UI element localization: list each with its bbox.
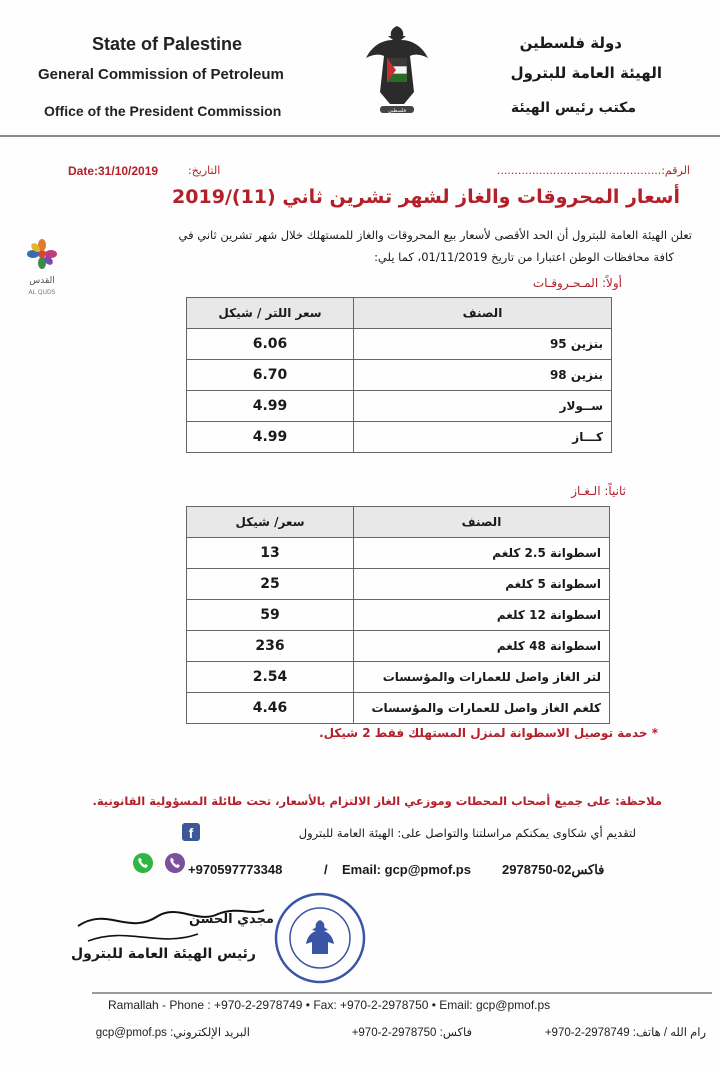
header-divider — [0, 135, 720, 137]
header-ar-office: مكتب رئيس الهيئة — [510, 100, 636, 116]
svg-text:فلسطين: فلسطين — [388, 108, 406, 114]
header-ar-commission: الهيئة العامة للبترول — [510, 64, 662, 82]
gas-price: 236 — [187, 631, 354, 662]
gas-type: اسطوانة 12 كلغم — [354, 600, 610, 631]
fuel-col-type: الصنف — [354, 298, 612, 329]
intro-line-1: تعلن الهيئة العامة للبترول أن الحد الأقصى لأسعار بيع المحروقات والغاز للمستهلك خلال شهر تشرين ثاني في — [178, 228, 692, 242]
contact-fax: فاكس02-2978750 — [502, 862, 605, 877]
intro-line-2: كافة محافظات الوطن اعتبارا من تاريخ 01/11/2019، كما يلي: — [374, 250, 674, 264]
fuel-type: بنزين 98 — [354, 360, 612, 391]
date-ar-label: التاريخ: — [188, 164, 221, 177]
table-row — [187, 662, 610, 693]
footer-en-contacts: Ramallah - Phone : +970-2-2978749 • Fax: +970-2-2978750 • Email: gcp@pmof.ps — [108, 998, 551, 1012]
fuel-section-heading: أولاً: المـحـروقـات — [532, 276, 622, 290]
gas-price: 13 — [187, 538, 354, 569]
fuel-type: كـــاز — [354, 422, 612, 453]
contact-separator: / — [324, 862, 328, 877]
table-row — [187, 693, 610, 724]
fuel-type: ســولار — [354, 391, 612, 422]
reference-number: الرقم:............................................... — [496, 164, 690, 177]
gas-section-heading: ثانياً: الـغـاز — [571, 484, 626, 498]
gas-col-price: سعر/ شيكل — [187, 507, 354, 538]
complaints-text: لتقديم أي شكاوى يمكنكم مراسلتنا والتواصل على: الهيئة العامة للبترول — [298, 826, 636, 840]
table-row — [187, 600, 610, 631]
gas-col-type: الصنف — [354, 507, 610, 538]
gas-price: 2.54 — [187, 662, 354, 693]
table-row — [187, 329, 612, 360]
date-en: Date:31/10/2019 — [68, 164, 159, 178]
footer-ar-fax: فاكس: 2978750-2-970+ — [351, 1027, 472, 1039]
fuel-price: 4.99 — [187, 391, 354, 422]
fuel-price: 4.99 — [187, 422, 354, 453]
fuel-col-price: سعر اللتر / شيكل — [187, 298, 354, 329]
gas-price: 25 — [187, 569, 354, 600]
delivery-note: * خدمة توصيل الاسطوانة لمنزل المستهلك فقط 2 شيكل. — [319, 726, 658, 740]
signatory-name: مجدي الحسن — [188, 912, 274, 927]
header-en-state: State of Palestine — [92, 34, 243, 54]
table-row — [187, 360, 612, 391]
table-row — [187, 569, 610, 600]
footer-divider — [92, 992, 712, 994]
gas-price: 59 — [187, 600, 354, 631]
mobile-number: +970597773348 — [188, 862, 283, 877]
footer-ar-email: البريد الإلكتروني: gcp@pmof.ps — [95, 1027, 250, 1039]
official-stamp-icon — [272, 890, 368, 986]
gas-price: 4.46 — [187, 693, 354, 724]
table-row — [187, 538, 610, 569]
fuel-price: 6.70 — [187, 360, 354, 391]
table-row — [187, 391, 612, 422]
table-row — [187, 422, 612, 453]
gas-type: اسطوانة 2.5 كلغم — [354, 538, 610, 569]
footer-ar-address: رام الله / هاتف: 2978749-2-970+ — [544, 1027, 706, 1039]
svg-text:القدس: القدس — [29, 276, 55, 286]
signatory-title: رئيس الهيئة العامة للبترول — [71, 946, 256, 962]
fuel-type: بنزين 95 — [354, 329, 612, 360]
facebook-icon[interactable]: f — [182, 823, 200, 841]
fuel-price-table — [186, 297, 612, 453]
gas-type: كلغم الغاز واصل للعمارات والمؤسسات — [354, 693, 610, 724]
whatsapp-icon[interactable] — [132, 852, 154, 874]
palestine-eagle-emblem-icon — [360, 22, 434, 118]
header-en-commission: General Commission of Petroleum — [38, 66, 284, 83]
contact-email: Email: gcp@pmof.ps — [342, 862, 471, 877]
document-title: أسعار المحروقات والغاز لشهر تشرين ثاني (11)/2019 — [172, 186, 680, 208]
viber-icon[interactable] — [164, 852, 186, 874]
remark-note: ملاحظة: على جميع أصحاب المحطات وموزعي الغاز الالتزام بالأسعار، تحت طائلة المسؤولية القانونية. — [92, 794, 662, 808]
gas-type: اسطوانة 48 كلغم — [354, 631, 610, 662]
fuel-price: 6.06 — [187, 329, 354, 360]
table-row — [187, 631, 610, 662]
svg-text:AL QUDS: AL QUDS — [28, 289, 56, 296]
header-en-office: Office of the President Commission — [44, 103, 282, 119]
gas-price-table — [186, 506, 610, 724]
gas-type: لتر الغاز واصل للعمارات والمؤسسات — [354, 662, 610, 693]
header-ar-state: دولة فلسطين — [519, 34, 622, 52]
gas-type: اسطوانة 5 كلغم — [354, 569, 610, 600]
al-quds-logo-icon — [18, 236, 66, 298]
